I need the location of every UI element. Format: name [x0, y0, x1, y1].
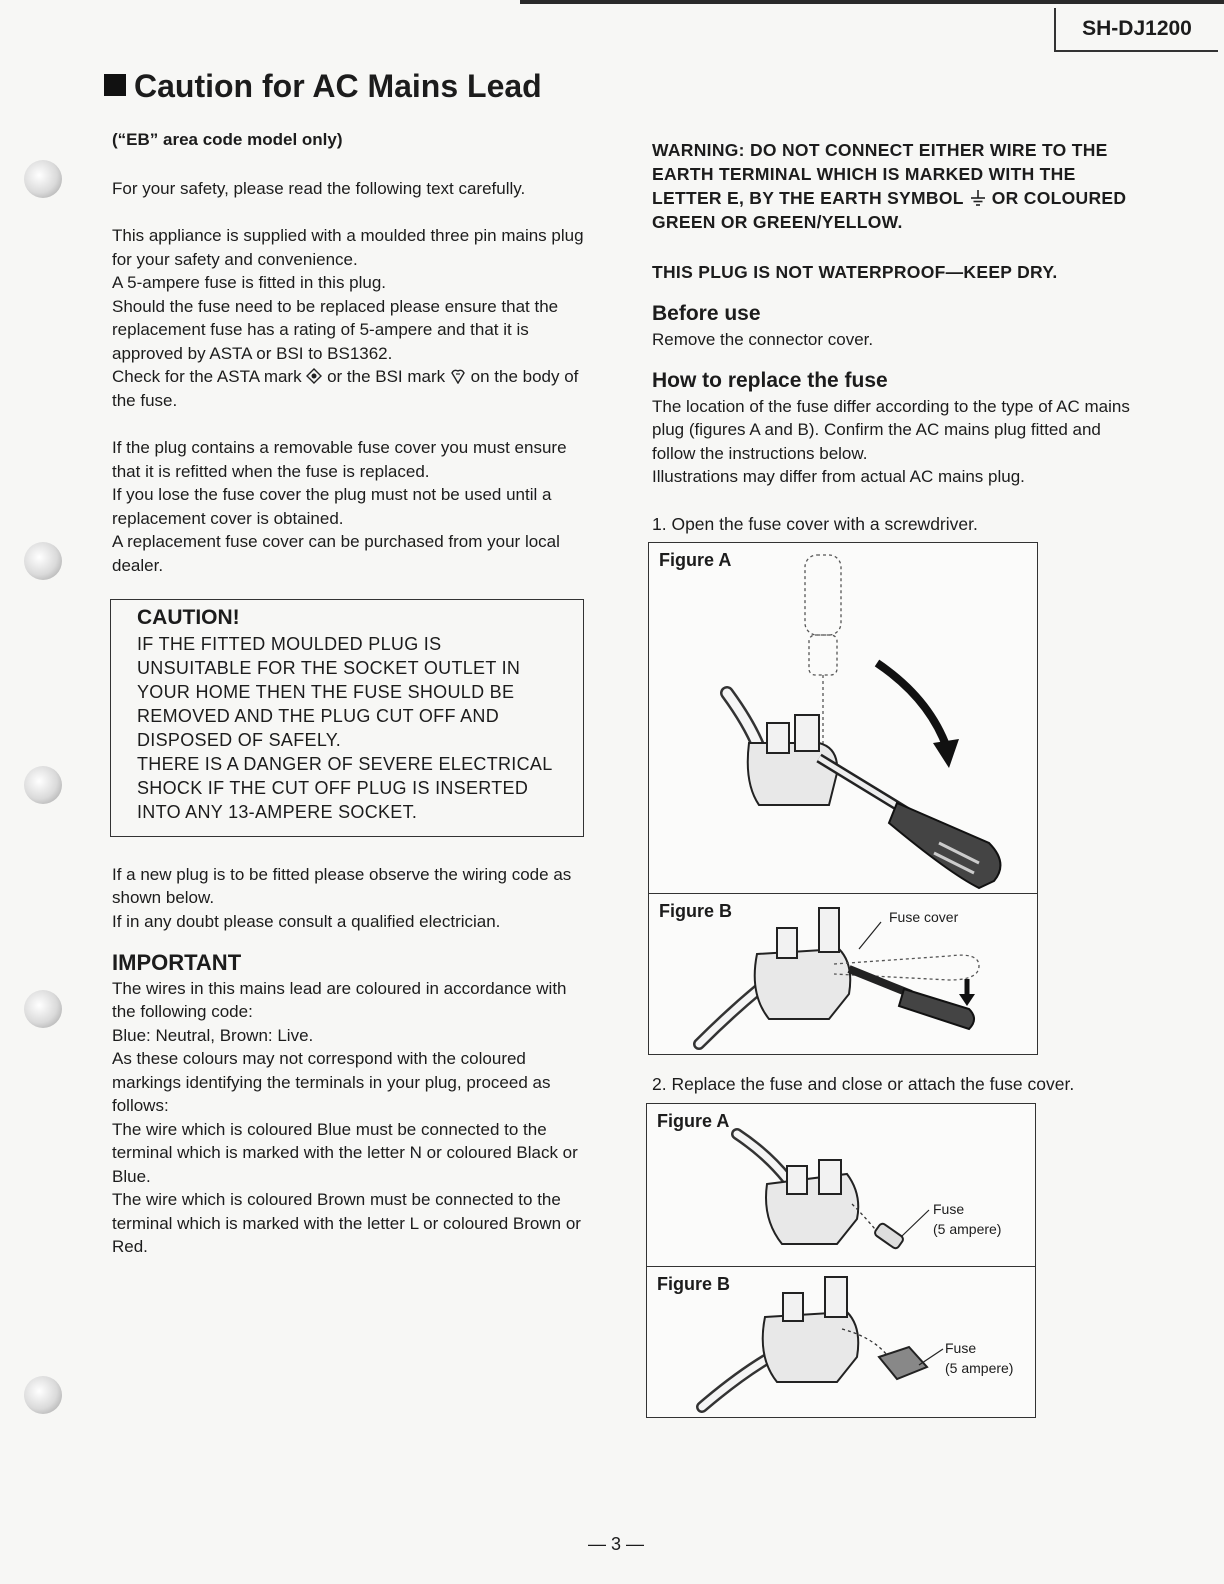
fuse-rating-label: (5 ampere) [945, 1359, 1014, 1376]
figure-a-fuse-panel [647, 1104, 1035, 1267]
caution-title: CAUTION! [137, 606, 240, 629]
fuse-label: Fuse [945, 1339, 977, 1356]
left-column [112, 128, 592, 1259]
important-paragraph: The wire which is coloured Blue must be connected to the terminal which is marked with the letter N or coloured Black or Blue. [112, 1119, 578, 1186]
important-heading: IMPORTANT [112, 950, 242, 975]
plug-b-with-screwdriver-illustration [649, 894, 1037, 1054]
binder-hole [24, 542, 62, 580]
new-plug-paragraph: If in any doubt please consult a qualified electrician. [112, 911, 501, 931]
top-rule [520, 0, 1224, 4]
bsi-kitemark-icon [450, 368, 466, 384]
binder-hole [24, 766, 62, 804]
caution-box [110, 599, 584, 837]
area-note: (“EB” area code model only) [112, 130, 343, 149]
fuse-label: Fuse [933, 1200, 965, 1217]
right-column [652, 138, 1134, 1418]
figure-open-cover [648, 542, 1038, 1055]
figure-b-panel [649, 894, 1037, 1054]
figure-a-label: Figure A [659, 550, 732, 570]
plug-b-fuse-illustration [647, 1267, 1035, 1417]
fuse-rating-label: (5 ampere) [933, 1220, 1002, 1237]
new-plug-paragraph: If a new plug is to be fitted please observe the wiring code as shown below. [112, 864, 572, 907]
page-number: — 3 — [588, 1534, 645, 1554]
caution-text: THERE IS A DANGER OF SEVERE ELECTRICAL SHOCK IF THE CUT OFF PLUG IS INSERTED INTO ANY 13-AMPERE SOCKET. [137, 753, 552, 822]
important-paragraph: As these colours may not correspond with the coloured markings identifying the terminals in your plug, proceed as follows: [112, 1049, 551, 1115]
square-bullet-icon [104, 74, 126, 96]
figure-a-label: Figure A [657, 1110, 730, 1131]
figure-b-label: Figure B [659, 901, 733, 921]
important-paragraph: Blue: Neutral, Brown: Live. [112, 1025, 314, 1045]
figure-b-label: Figure B [657, 1273, 731, 1294]
figure-a-panel [649, 543, 1037, 894]
caution-text: IF THE FITTED MOULDED PLUG IS UNSUITABLE FOR THE SOCKET OUTLET IN YOUR HOME THEN THE FUSE SHOULD BE REMOVED AND THE PLUG CUT OFF AND DISPOSED OF SAFELY. [137, 633, 521, 750]
figure-b-fuse-panel [647, 1267, 1035, 1417]
earth-warning: WARNING: DO NOT CONNECT EITHER WIRE TO THE EARTH TERMINAL WHICH IS MARKED WITH THE LETTER E, BY THE EARTH SYMBOL OR COLOURED GREEN OR GREEN/YELLOW. [652, 140, 1127, 232]
replace-fuse-text: The location of the fuse differ according to the type of AC mains plug (figures A and B). Confirm the AC mains plug fitted and follow the instructions below. [652, 396, 1130, 463]
binder-hole [24, 160, 62, 198]
fuse-cover-paragraph: A replacement fuse cover can be purchased from your local dealer. [112, 532, 560, 575]
replace-fuse-note: Illustrations may differ from actual AC mains plug. [652, 467, 1025, 486]
fuse-cover-label: Fuse cover [889, 909, 959, 925]
figure-replace-fuse [646, 1103, 1036, 1418]
important-paragraph: The wires in this mains lead are coloured in accordance with the following code: [112, 978, 567, 1021]
important-paragraph: The wire which is coloured Brown must be connected to the terminal which is marked with the letter L or coloured Brown or Red. [112, 1190, 581, 1256]
step-2: 2. Replace the fuse and close or attach the fuse cover. [652, 1074, 1075, 1094]
step-1: 1. Open the fuse cover with a screwdriver. [652, 513, 978, 534]
plug-with-screwdriver-illustration [649, 543, 1037, 893]
supply-paragraph: Check for the ASTA mark or the BSI mark on the body of the fuse. [112, 367, 579, 410]
waterproof-warning: THIS PLUG IS NOT WATERPROOF—KEEP DRY. [652, 262, 1058, 282]
asta-mark-icon [306, 368, 322, 384]
earth-symbol-icon [969, 189, 987, 207]
page-title: Caution for AC Mains Lead [104, 68, 542, 105]
replace-fuse-heading: How to replace the fuse [652, 369, 888, 392]
supply-paragraph: Should the fuse need to be replaced please ensure that the replacement fuse has a rating of 5-ampere and that it is approved by ASTA or BSI to BS1362. [112, 296, 559, 363]
fuse-cover-paragraph: If the plug contains a removable fuse cover you must ensure that it is refitted when the fuse is replaced. [112, 438, 567, 481]
supply-paragraph: A 5-ampere fuse is fitted in this plug. [112, 273, 387, 292]
fuse-cover-paragraph: If you lose the fuse cover the plug must not be used until a replacement cover is obtained. [112, 485, 552, 528]
model-number: SH-DJ1200 [1054, 8, 1218, 52]
supply-paragraph: This appliance is supplied with a moulded three pin mains plug for your safety and convenience. [112, 226, 584, 269]
before-use-heading: Before use [652, 302, 761, 325]
plug-a-fuse-illustration [647, 1104, 1035, 1266]
safety-intro: For your safety, please read the following text carefully. [112, 178, 526, 198]
binder-hole [24, 990, 62, 1028]
binder-hole [24, 1376, 62, 1414]
before-use-text: Remove the connector cover. [652, 329, 874, 349]
